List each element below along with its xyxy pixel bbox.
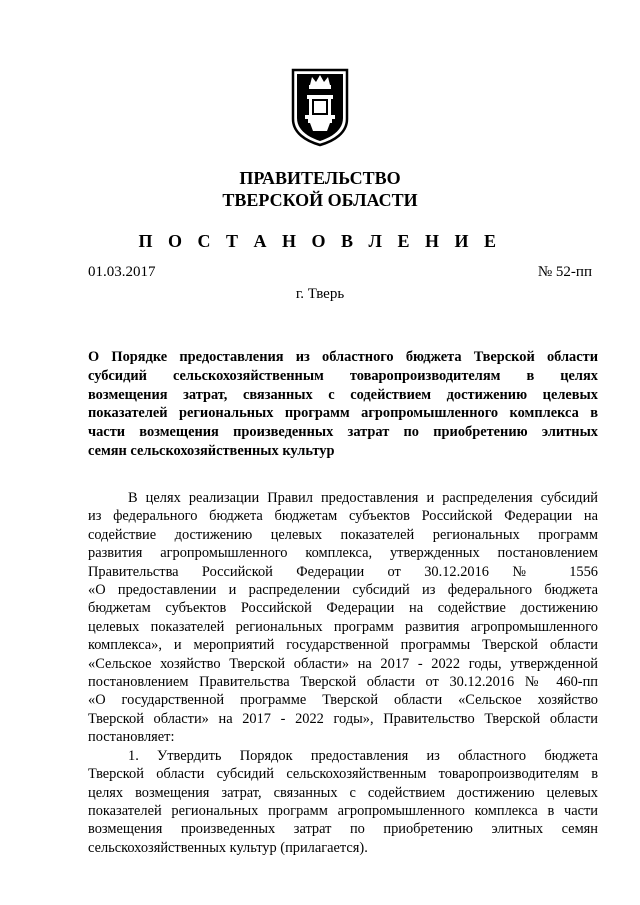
body-line: «О предоставлении и распределении субсидий из федерального бюджета: [88, 582, 598, 599]
body-line: бюджетам субъектов Российской Федерации на содействие достижению: [88, 600, 598, 617]
body-line: из федерального бюджета бюджетам субъектов Российской Федерации на: [88, 508, 598, 525]
body-line: «О государственной программе Тверской области «Сельское хозяйство: [88, 692, 598, 709]
body-line: постановляет:: [88, 729, 175, 746]
subject-line: показателей региональных программ агропромышленного комплекса в: [88, 405, 598, 422]
subject-line: возмещения затрат, связанных с содействием достижению целевых: [88, 386, 598, 403]
body-line: целевых показателей региональных программ развития агропромышленного: [88, 618, 598, 635]
document-type: П О С Т А Н О В Л Е Н И Е: [138, 231, 502, 251]
document-city: г. Тверь: [295, 286, 345, 302]
body-line: постановлением Правительства Тверской области от 30.12.2016 № 460-пп: [88, 674, 598, 691]
government-title-line1: ПРАВИТЕЛЬСТВО: [239, 168, 401, 188]
body-line: показателей региональных программ агропромышленного комплекса в части: [88, 802, 598, 819]
subject-line: части возмещения произведенных затрат по приобретению элитных: [88, 424, 598, 441]
body-line: сельскохозяйственных культур (прилагается).: [88, 839, 368, 856]
body-line: развития агропромышленного комплекса, утвержденных постановлением: [88, 545, 598, 562]
body-line: комплекса», и мероприятий государственной программы Тверской области: [88, 637, 598, 654]
body-line: Тверской области субсидий сельскохозяйственным товаропроизводителям в: [88, 766, 598, 783]
body-line: содействие достижению целевых показателей региональных программ: [88, 526, 598, 543]
subject-line: О Порядке предоставления из областного бюджета Тверской области: [88, 349, 598, 365]
body-line: Правительства Российской Федерации от 30.12.2016 № 1556: [88, 563, 598, 580]
body-line: возмещения произведенных затрат по приобретению элитных семян: [88, 821, 598, 838]
body-line: «Сельское хозяйство Тверской области» на 2017 - 2022 годы, утвержденной: [88, 655, 598, 672]
document-subject: [88, 348, 598, 461]
body-line: 1. Утвердить Порядок предоставления из областного бюджета: [128, 747, 598, 764]
document-body: [88, 489, 598, 857]
body-line: В целях реализации Правил предоставления и распределения субсидий: [128, 490, 598, 506]
government-title-line2: ТВЕРСКОЙ ОБЛАСТИ: [222, 190, 418, 210]
subject-line: субсидий сельскохозяйственным товаропроизводителям в целях: [88, 367, 598, 384]
document-date: 01.03.2017: [88, 264, 156, 280]
coat-of-arms-icon: [290, 67, 350, 147]
document-number: № 52-пп: [537, 264, 592, 280]
body-line: целях возмещения затрат, связанных с содействием достижению целевых: [88, 784, 598, 801]
subject-line: семян сельскохозяйственных культур: [88, 442, 335, 459]
body-line: Тверской области» на 2017 - 2022 годы», Правительство Тверской области: [88, 710, 598, 727]
